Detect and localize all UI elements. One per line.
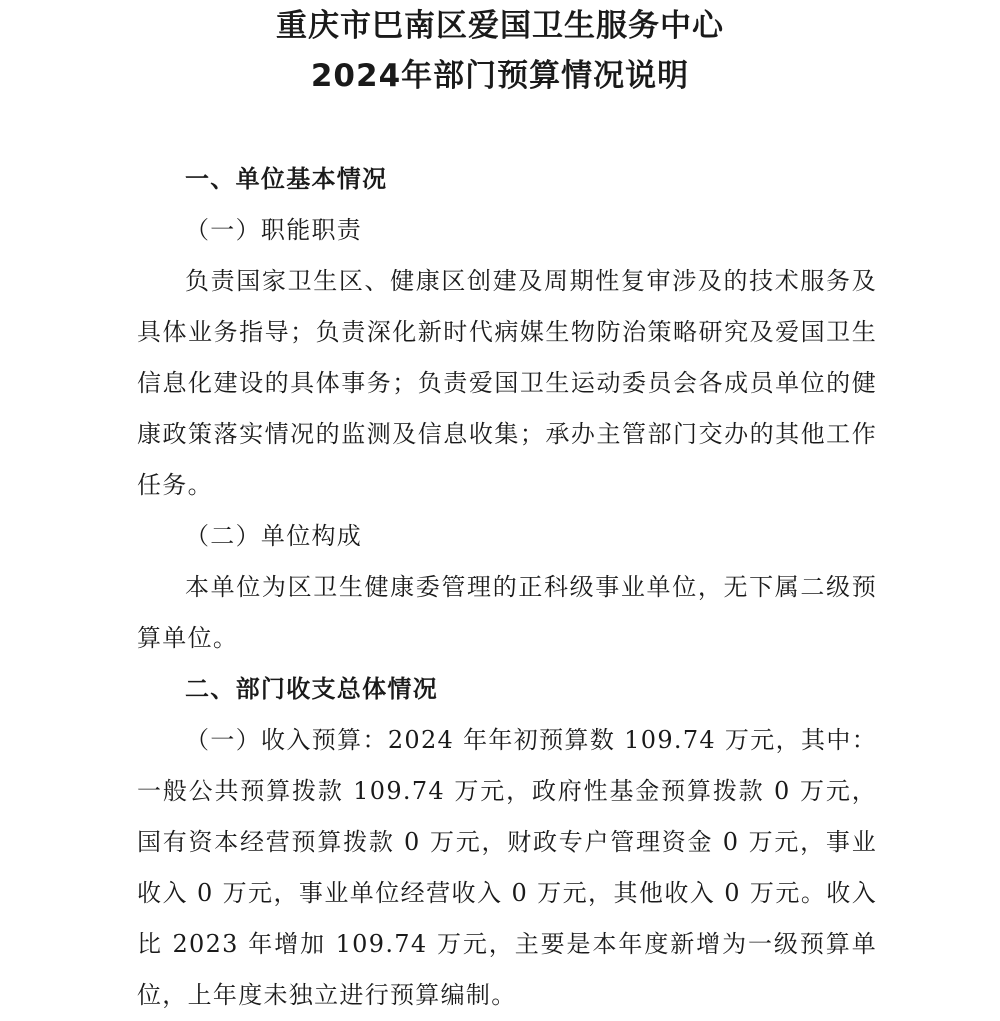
paragraph-income-budget: （一）收入预算：2024 年年初预算数 109.74 万元，其中：一般公共预算拨款 109.74 万元，政府性基金预算拨款 0 万元，国有资本经营预算拨款 0 万元，财政专户管理资金 0 万元，事业收入 0 万元，事业单位经营收入 0 万元，其他收入 0 万元。收入比 2023 年增加 109.74 万元，主要是本年度新增为一级预算单位，上年度未独立进行预算编制。 (137, 726, 877, 1009)
section-heading-2: 二、部门收支总体情况 (185, 675, 438, 703)
document-subtitle: 2024年部门预算情况说明 (310, 58, 690, 94)
paragraph-duties: 负责国家卫生区、健康区创建及周期性复审涉及的技术服务及具体业务指导；负责深化新时代病媒生物防治策略研究及爱国卫生信息化建设的具体事务；负责爱国卫生运动委员会各成员单位的健康政策落实情况的监测及信息收集；承办主管部门交办的其他工作任务。 (137, 267, 877, 499)
document-title: 重庆市巴南区爱国卫生服务中心 (276, 8, 724, 44)
subsection-heading-structure: （二）单位构成 (185, 522, 363, 550)
section-heading-1: 一、单位基本情况 (185, 165, 388, 193)
paragraph-structure: 本单位为区卫生健康委管理的正科级事业单位，无下属二级预算单位。 (137, 573, 877, 652)
document-body (137, 154, 877, 1021)
subsection-heading-duties: （一）职能职责 (185, 216, 363, 244)
